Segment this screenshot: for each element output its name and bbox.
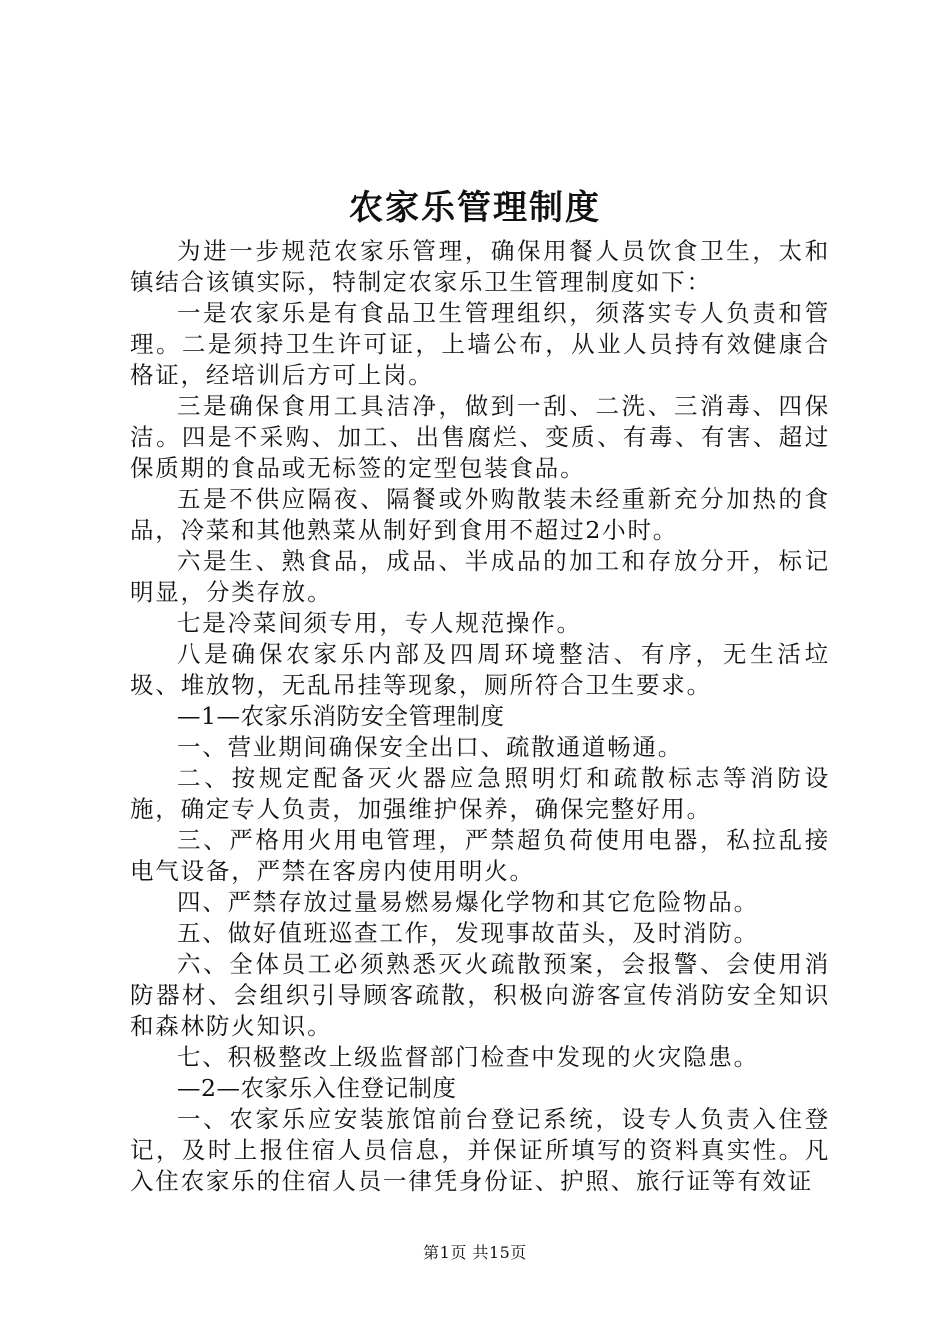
paragraph: 三、严格用火用电管理，严禁超负荷使用电器，私拉乱接电气设备，严禁在客房内使用明火。 — [130, 826, 830, 885]
document-body — [130, 236, 830, 1197]
paragraph: 七、积极整改上级监督部门检查中发现的火灾隐患。 — [177, 1043, 759, 1071]
paragraph: 为进一步规范农家乐管理，确保用餐人员饮食卫生，太和镇结合该镇实际，特制定农家乐卫生管理制度如下： — [130, 237, 830, 296]
paragraph: 二、按规定配备灭火器应急照明灯和疏散标志等消防设施，确定专人负责，加强维护保养，确保完整好用。 — [130, 764, 830, 823]
paragraph: 七是冷菜间须专用，专人规范操作。 — [177, 609, 582, 637]
paragraph: 五是不供应隔夜、隔餐或外购散装未经重新充分加热的食品，冷菜和其他熟菜从制好到食用不超过2小时。 — [130, 485, 830, 544]
paragraph: 六、全体员工必须熟悉灭火疏散预案，会报警、会使用消防器材、会组织引导顾客疏散，积极向游客宣传消防安全知识和森林防火知识。 — [130, 950, 830, 1040]
paragraph: 一、农家乐应安装旅馆前台登记系统，设专人负责入住登记，及时上报住宿人员信息，并保证所填写的资料真实性。凡入住农家乐的住宿人员一律凭身份证、护照、旅行证等有效证 — [130, 1105, 830, 1195]
paragraph: 六是生、熟食品，成品、半成品的加工和存放分开，标记明显，分类存放。 — [130, 547, 830, 606]
paragraph: 五、做好值班巡查工作，发现事故苗头，及时消防。 — [177, 919, 759, 947]
paragraph: 四、严禁存放过量易燃易爆化学物和其它危险物品。 — [177, 888, 759, 916]
section-heading: —2—农家乐入住登记制度 — [177, 1074, 457, 1102]
paragraph: 八是确保农家乐内部及四周环境整洁、有序，无生活垃圾、堆放物，无乱吊挂等现象，厕所符合卫生要求。 — [130, 640, 830, 699]
page-number-footer: 第1页 共15页 — [423, 1243, 527, 1262]
section-heading: —1—农家乐消防安全管理制度 — [177, 702, 505, 730]
paragraph: 三是确保食用工具洁净，做到一刮、二洗、三消毒、四保洁。四是不采购、加工、出售腐烂、变质、有毒、有害、超过保质期的食品或无标签的定型包装食品。 — [130, 392, 830, 482]
paragraph: 一、营业期间确保安全出口、疏散通道畅通。 — [177, 733, 683, 761]
paragraph: 一是农家乐是有食品卫生管理组织，须落实专人负责和管理。二是须持卫生许可证，上墙公布，从业人员持有效健康合格证，经培训后方可上岗。 — [130, 299, 830, 389]
document-title: 农家乐管理制度 — [349, 188, 601, 228]
